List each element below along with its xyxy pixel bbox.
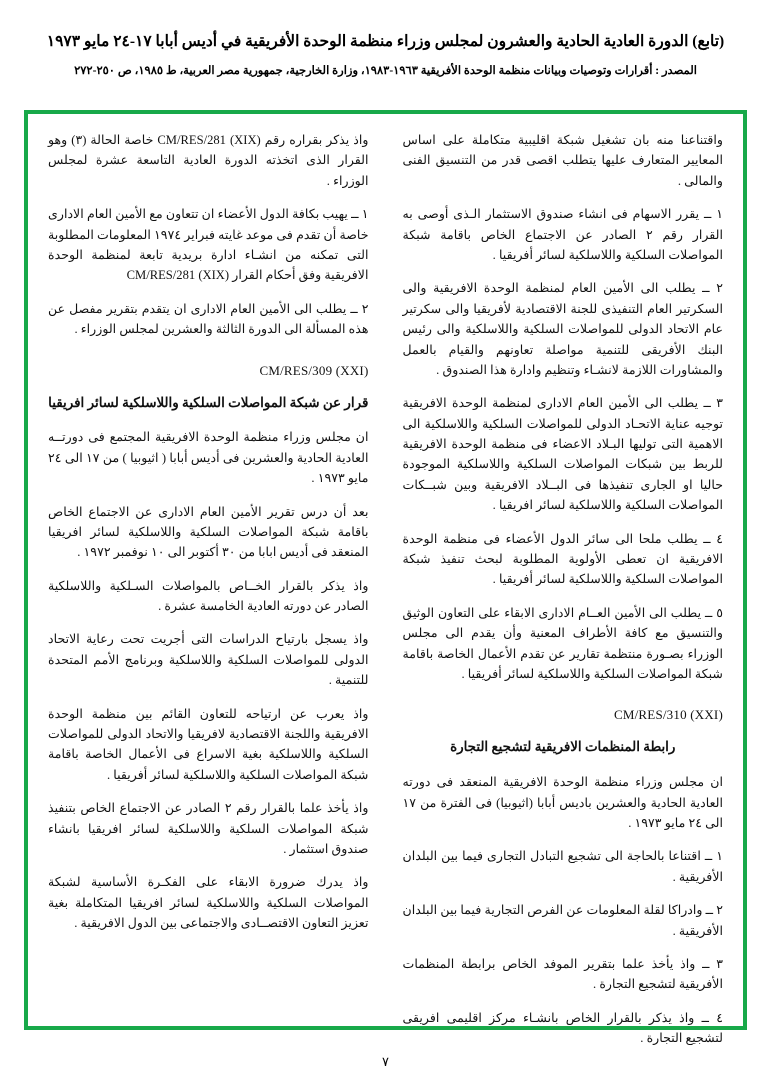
content-frame (24, 110, 747, 1046)
resolution-title: قرار عن شبكة المواصلات السلكية واللاسلكية لسائر افريقيا (48, 394, 369, 410)
paragraph: ان مجلس وزراء منظمة الوحدة الافريقية المجتمع فى دورتــه العادية الحادية والعشرين فى أديس أبابا ( اثيوبيا ) من ١٧ الى ٢٤ مايو ١٩٧٣ . (48, 430, 369, 486)
two-column-body (34, 120, 737, 1046)
paragraph: واذ يسجل بارتياح الدراسات التى أجريت تحت رعاية الاتحاد الدولى للمواصلات السلكية واللاسلكية وبرنامج الأمم المتحدة للتنمية . (48, 632, 369, 688)
paragraph: ان مجلس وزراء منظمة الوحدة الافريقية المنعقد فى دورته العادية الحادية والعشرين باديس أبابا (اثيوبيا) فى الفترة من ١٧ الى ٢٤ مايو ١٩٧٣ . (402, 775, 723, 830)
resolution-title: رابطة المنظمات الافريقية لتشجيع التجارة (450, 739, 676, 755)
paragraph: ٤ ــ واذ يذكر بالقرار الخاص بانشـاء مركز اقليمى افريقى لتشجيع التجارة . (402, 1010, 723, 1046)
column-left (48, 130, 369, 1014)
paragraph: ٢ ــ يطلب الى الأمين العام الادارى ان يتقدم بتقرير مفصل عن هذه المسألة الى الدورة الثالثة والعشرين لمجلس الوزراء . (48, 301, 369, 337)
paragraph: ٥ ــ يطلب الى الأمين العــام الادارى الابقاء على التعاون الوثيق والتنسيق مع كافة الأطراف المعنية وأن يقدم الى مجلس الوزراء بصـورة منتظمة تقارير عن تقدم الأعمال الخاصة باقامة شبكة المواصلات السلكية واللاسلكية لسائر أفريقيا . (402, 605, 723, 681)
paragraph: واذ يأخذ علما بالقرار رقم ٢ الصادر عن الاجتماع الخاص بتنفيذ شبكة المواصلات السلكية واللاسلكية لسائر افريقيا بانشاء صندوق استثمار . (48, 801, 369, 856)
paragraph: ١ ــ يهيب بكافة الدول الأعضاء ان تتعاون مع الأمين العام الادارى خاصة أن تقدم فى موعد غايته فبراير ١٩٧٤ المعلومات المطلوبة التى تمكنه من انشـاء ادارة بريدية تابعة لمنظمة الوحدة الافريقية وفق أحكام القرار (CM/RES/281 (XIX (48, 207, 369, 283)
paragraph: واذ يذكر بقراره رقم (CM/RES/281 (XIX خاصة الحالة (٣) وهو القرار الذى اتخذته الدورة العادية التاسعة عشرة لمجلس الوزراء . (48, 133, 369, 188)
paragraph: واذ يدرك ضرورة الابقاء على الفكـرة الأساسية لشبكة المواصلات السلكية واللاسلكية لسائر افريقيا المتكاملة بغية تعزيز التعاون الاقتصــادى والاجتماعى بين الدول الافريقية . (48, 875, 369, 931)
page-header (34, 30, 737, 77)
page-title: (تابع) الدورة العادية الحادية والعشرون لمجلس وزراء منظمة الوحدة الأفريقية في أديس أبابا ١٧-٢٤ مايو ١٩٧٣ (46, 33, 725, 50)
paragraph: واذ يذكر بالقرار الخــاص بالمواصلات السـلكية واللاسلكية الصادر عن دورته العادية الخامسة عشرة . (48, 578, 369, 614)
paragraph: واذ يعرب عن ارتياحه للتعاون القائم بين منظمة الوحدة الافريقية واللجنة الاقتصادية لافريقيا والاتحاد الدولى للمواصلات السلكية واللاسلكية بغية الاسراع فى الأعمال الخاصة باقامة شبكة المواصلات السلكية واللاسلكية لسائر أفريقيا . (48, 706, 369, 782)
paragraph: ٢ ــ وادراكا لقلة المعلومات عن الفرص التجارية فيما بين البلدان الأفريقية . (402, 903, 723, 938)
paragraph: ١ ــ يقرر الاسهام فى انشاء صندوق الاستثمار الـذى أوصى به القرار رقم ٢ الصادر عن الاجتماع الخاص باقامة شبكة المواصلات السلكية واللاسلكية لسائر أفريقيا . (402, 207, 723, 262)
page-number: ٧ (382, 1054, 389, 1069)
source-line: المصدر : أقرارات وتوصيات وبيانات منظمة الوحدة الأفريقية ١٩٦٣-١٩٨٣، وزارة الخارجية، جمهورية مصر العربية، ط ١٩٨٥، ص ٢٥٠-٢٧٢ (74, 65, 697, 78)
paragraph: ٤ ــ يطلب ملحا الى سائر الدول الأعضاء فى منظمة الوحدة الافريقية ان تعطى الأولوية المطلوبة لبحث تنفيذ شبكة المواصلات السلكية واللاسلكية لسائر أفريقيا . (402, 531, 723, 587)
paragraph: بعد أن درس تقرير الأمين العام الادارى عن الاجتماع الخاص باقامة شبكة المواصلات السلكية واللاسلكية لسائر افريقيا المنعقد فى أديس ابابا من ٣٠ أكتوبر الى ١٠ نوفمبر ١٩٧٢ . (48, 504, 369, 560)
resolution-code: CM/RES/310 (XXI) (613, 707, 723, 723)
paragraph: ٣ ــ يطلب الى الأمين العام الادارى لمنظمة الوحدة الافريقية توجيه عناية الاتحـاد الدولى للمواصلات السلكية واللاسلكية الى الاهمية التى توليها البـلاد الاعضاء فى منظمة الوحدة الافريقية للربط بين شبكات المواصلات السلكية واللاسلكية الموجودة حاليا او الجارى تنفيذها فى البــلاد الافريقية وبين شبــكات المواصلات السلكية واللاسلكية لسائر افريقيا . (402, 396, 723, 513)
column-right (402, 130, 724, 1046)
paragraph: ١ ــ اقتناعا بالحاجة الى تشجيع التبادل التجارى فيما بين البلدان الأفريقية . (402, 849, 723, 884)
paragraph: ٣ ــ واذ يأخذ علما بتقرير الموفد الخاص برابطة المنظمات الأفريقية لتشجيع التجارة . (402, 956, 723, 992)
resolution-code: CM/RES/309 (XXI) (259, 362, 369, 378)
paragraph: ٢ ــ يطلب الى الأمين العام لمنظمة الوحدة الافريقية والى السكرتير العام التنفيذى للجنة الاقتصادية لأفريقيا والى سكرتير عام الاتحاد الدولى للمواصلات السلكية واللاسلكية والى رئيس البنك الأفريقى للتنمية مواصلة تعاونهم والقيام بالعمل والمشاورات اللازمة لانشـاء وتنظيم وادارة هذا الصندوق . (402, 281, 723, 377)
paragraph: واقتناعنا منه بان تشغيل شبكة اقليبية متكاملة على اساس المعايير المتعارف عليها يتطلب اقصى قدر من التنسيق الفنى والمالى . (402, 133, 723, 188)
